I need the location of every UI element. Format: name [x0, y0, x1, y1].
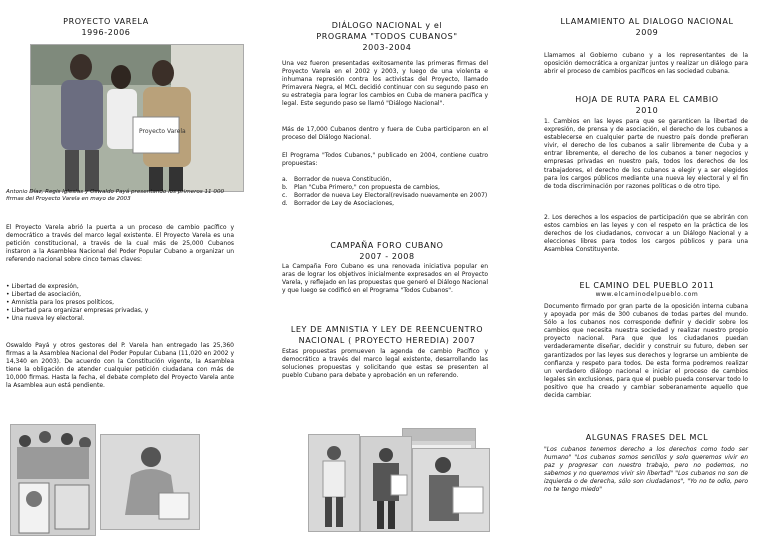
- section-title-hoja-ruta: [544, 94, 750, 116]
- list-marker: c.: [282, 192, 288, 200]
- llamamiento-text: Llamamos al Gobierno cubano y a los representantes de la oposición democrática a organizar juntos y realizar un diálogo para abrir el proceso de cambios pacíficos en las sociedad cubana.: [544, 52, 748, 76]
- section-title-frases: [544, 432, 750, 443]
- title: HOJA DE RUTA PARA EL CAMBIO: [575, 95, 719, 104]
- list-text: Plan "Cuba Primero," con propuesta de cambios,: [294, 184, 440, 192]
- section-title-camino: [544, 280, 750, 299]
- dialogo-paragraph-2: Más de 17,000 Cubanos dentro y fuera de Cuba participaron en el proceso del Diálogo Nacional.: [282, 126, 488, 142]
- dialogo-paragraph-1: Una vez fueron presentadas exitosamente las primeras firmas del Proyecto Varela en el 2002 y 2003, y luego de una violenta e inhumana represión contra los activistas del Proyecto, llamado Primavera Negra, el MCL decidió continuar con su segundo paso en su estrategia para lograr los cambios en Cuba de manera pacífica y legal. Este segundo paso se llamó "Diálogo Nacional".: [282, 60, 488, 108]
- column-llamamiento: [544, 0, 750, 540]
- title: EL CAMINO DEL PUEBLO 2011: [579, 281, 715, 290]
- years: 2007 - 2008: [359, 252, 415, 261]
- dialogo-paragraph-3: El Programa "Todos Cubanos," publicado en 2004, contiene cuatro propuestas:: [282, 152, 488, 168]
- photo-signature-delivery: [30, 44, 244, 192]
- section-title-foro: [282, 240, 492, 262]
- title-line-2: NACIONAL ( PROYECTO HEREDIA) 2007: [298, 336, 476, 345]
- title-line-1: LEY DE AMNISTIA Y LEY DE REENCUENTRO: [290, 325, 484, 334]
- list-item: • Libertad de expresión,: [6, 283, 79, 290]
- years: 2003-2004: [362, 43, 412, 52]
- years: 2010: [635, 106, 659, 115]
- title-line-2: PROGRAMA "TODOS CUBANOS": [316, 32, 458, 41]
- title: CAMPAÑA FORO CUBANO: [330, 241, 444, 250]
- photo-man-document: [412, 448, 490, 532]
- hoja-ruta-point-1: 1. Cambios en las leyes para que se garanticen la libertad de expresión, de prensa y de asociación, el derecho de los cubanos a establecerse en cualquier parte de nuestro país donde prefieran vivir, el derecho de los cubanos a salir libremente de Cuba y a entrar libremente, el derecho de los cubanos a tener negocios y empresas privadas en nuestro país, todos los derechos de los trabajadores, el derecho de los cubanos a elegir y a ser elegidos para los cargos públicos mediante una nueva ley electoral y el fin de toda discriminación por razones políticas o de otro tipo.: [544, 118, 748, 190]
- list-item: [282, 200, 488, 208]
- amnistia-text: Estas propuestas promueven la agenda de cambio Pacífico y democrático a través del marco legal existente, desarrollando las soluciones propuestas y solicitando que estas se presenten al pueblo Cubano para debate y aprobación en un referendo.: [282, 348, 488, 380]
- list-item: [282, 192, 488, 200]
- proposals-list: [282, 176, 488, 208]
- photo-man-crouching: [100, 434, 200, 530]
- section-title-proyecto-varela: [6, 16, 206, 38]
- title: LLAMAMIENTO AL DIALOGO NACIONAL: [560, 17, 734, 26]
- list-item: • Amnistía para los presos políticos,: [6, 299, 115, 307]
- list-text: Borrador de nueva Constitución,: [294, 176, 392, 183]
- list-marker: d.: [282, 200, 288, 208]
- column-proyecto-varela: [6, 0, 240, 540]
- frases-text: "Los cubanos tenemos derecho a los derechos como todo ser humano" "Los cubanos somos sencillos y solo queremos vivir en paz y progresar con nuestro trabajo, pero no podemos, no sabemos y no queremos vivir sin libertad" "Los cubanos no son de izquierda o de derecha, sólo son ciudadanos", "Yo no te odio, pero no te tengo miedo": [544, 446, 748, 494]
- photo-man-walking: [308, 434, 360, 532]
- box-label: Proyecto Varela: [139, 128, 186, 135]
- section-title-dialogo: [282, 20, 492, 53]
- list-item: [282, 176, 488, 184]
- intro-text: El Proyecto Varela abrió la puerta a un proceso de cambio pacífico y democrático a través del marco legal existente. El Proyecto Varela es una petición constitucional, a través de la cual más de 25,000 Cubanos instaron a la Asamblea Nacional del Poder Popular Cubano a organizar un referendo nacional sobre cinco temas claves:: [6, 224, 234, 264]
- hoja-ruta-point-2: 2. Los derechos a los espacios de participación que se abrirán con estos cambios en las leyes y con el respeto en la práctica de los derechos de los ciudadanos, convocar a un Diálogo Nacional y a elecciones libres para todos los cargos públicos y para una Asamblea Constituyente.: [544, 214, 748, 254]
- title: PROYECTO VARELA: [63, 17, 149, 26]
- list-marker: a.: [282, 176, 288, 183]
- years: 1996-2006: [81, 28, 131, 37]
- camino-text: Documento firmado por gran parte de la oposición interna cubana y apoyada por más de 300 cubanos de todas partes del mundo. Sólo a los cubanos nos corresponde definir y decidir sobre los cambios que necesita nuestra sociedad y realizar nuestro propio proyecto nacional. Para que que los ciudadanos puedan verdaderamente diseñar, decidir y construir su futuro, deben ser garantizados por las leyes sus derechos y lograrse un ambiente de confianza y respeto para todos. De esta forma podremos realizar un verdadero diálogo nacional e iniciar el proceso de cambios legales sin exclusiones, para que el pueblo pueda conservar todo lo positivo que ha creado y cambiar soberanamente aquello que decida cambiar.: [544, 303, 748, 400]
- camino-url: www.elcaminodelpueblo.com: [595, 291, 699, 298]
- list-item: • Libertad de asociación,: [6, 291, 82, 299]
- years: 2009: [635, 28, 659, 37]
- list-item: [282, 184, 488, 192]
- outro-text: Oswaldo Payá y otros gestores del P. Varela han entregado las 25,360 firmas a la Asamblea Nacional del Poder Popular Cubana (11,020 en 2002 y 14,340 en 2003). De acuerdo con la Constitución vigente, la Asamblea tiene la obligación de atender cualquier petición ciudadana con más de 10,000 firmas. Hasta la fecha, el debate completo del Proyecto Varela ante la Asamblea aun está pendiente.: [6, 342, 234, 390]
- photo-caption: Antonio Díaz, Regis Iglesias y Oswaldo Payá presentando los primeros 11 000 firmas del Proyecto Varela en mayo de 2003: [6, 189, 225, 203]
- list-text: Borrador de nueva Ley Electoral(revisado nuevamente en 2007): [294, 192, 488, 200]
- photo-man-papers: [360, 436, 412, 532]
- title: ALGUNAS FRASES DEL MCL: [585, 433, 709, 442]
- section-title-llamamiento: [544, 16, 750, 38]
- list-item: • Libertad para organizar empresas privadas, y: [6, 307, 149, 315]
- photo-group-protest: [10, 424, 96, 536]
- list-marker: b.: [282, 184, 288, 192]
- foro-text: La Campaña Foro Cubano es una renovada iniciativa popular en aras de lograr los objetivos inicialmente expresados en el Proyecto Varela, y reflejado en las propuestas que generó el Diálogo Nacional y que luego se codificó en el Programa "Todos Cubanos".: [282, 263, 488, 295]
- list-text: Borrador de Ley de Asociaciones,: [294, 200, 395, 208]
- section-title-amnistia: [282, 324, 492, 346]
- list-item: • Una nueva ley electoral.: [6, 315, 85, 323]
- demands-list: [6, 283, 186, 323]
- title-line-1: DIÁLOGO NACIONAL y el: [331, 21, 443, 30]
